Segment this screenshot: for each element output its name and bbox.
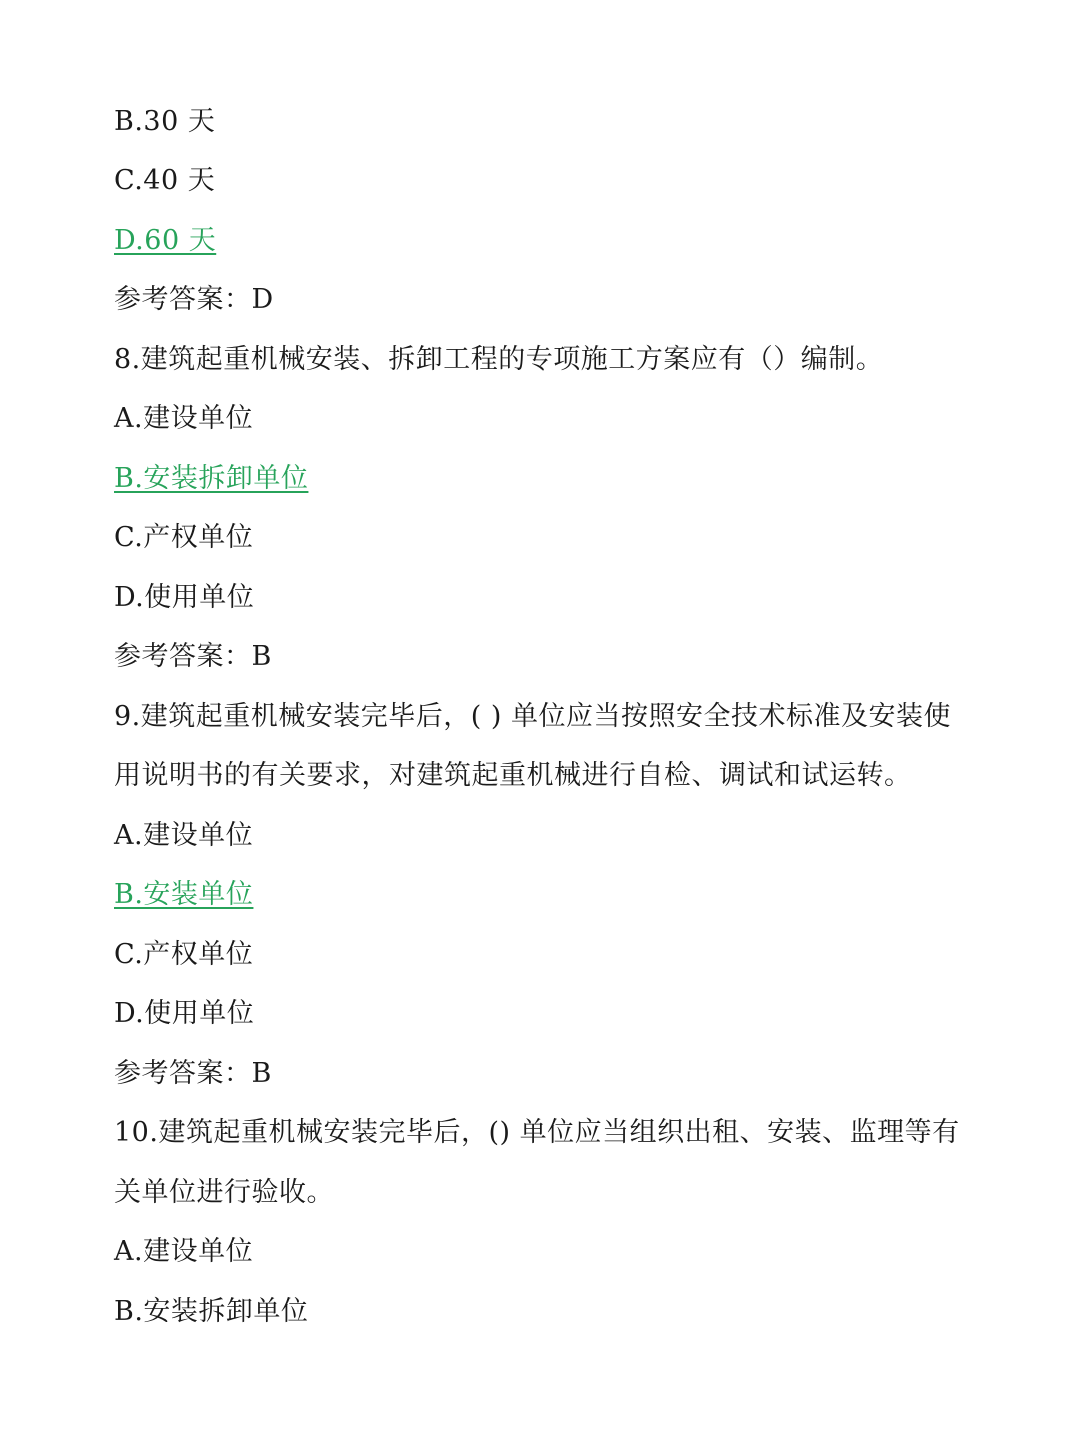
question-9-line-2: 用说明书的有关要求，对建筑起重机械进行自检、调试和试运转。 [114, 760, 912, 791]
option-c-q9: C.产权单位 [114, 939, 254, 970]
option-a-q9: A.建设单位 [114, 820, 254, 851]
question-8: 8.建筑起重机械安装、拆卸工程的专项施工方案应有（）编制。 [114, 344, 884, 375]
answer-q7: 参考答案：D [114, 284, 274, 315]
option-b-q8-correct: B.安装拆卸单位 [114, 463, 309, 494]
question-10-line-1: 10.建筑起重机械安装完毕后，() 单位应当组织出租、安装、监理等有 [114, 1117, 960, 1148]
option-a-q8: A.建设单位 [114, 403, 254, 434]
question-9-line-1: 9.建筑起重机械安装完毕后，( ) 单位应当按照安全技术标准及安装使 [114, 701, 951, 732]
answer-q8: 参考答案：B [114, 641, 272, 672]
option-d-q9: D.使用单位 [114, 998, 255, 1029]
option-a-q10: A.建设单位 [114, 1236, 254, 1267]
answer-q9: 参考答案：B [114, 1058, 272, 1089]
question-10-line-2: 关单位进行验收。 [114, 1177, 334, 1208]
option-b-q10: B.安装拆卸单位 [114, 1296, 309, 1327]
option-d-q8: D.使用单位 [114, 582, 255, 613]
option-b-q7: B.30 天 [114, 106, 216, 137]
option-c-q7: C.40 天 [114, 165, 216, 196]
option-d-q7-correct: D.60 天 [114, 225, 217, 256]
option-c-q8: C.产权单位 [114, 522, 254, 553]
option-b-q9-correct: B.安装单位 [114, 879, 254, 910]
